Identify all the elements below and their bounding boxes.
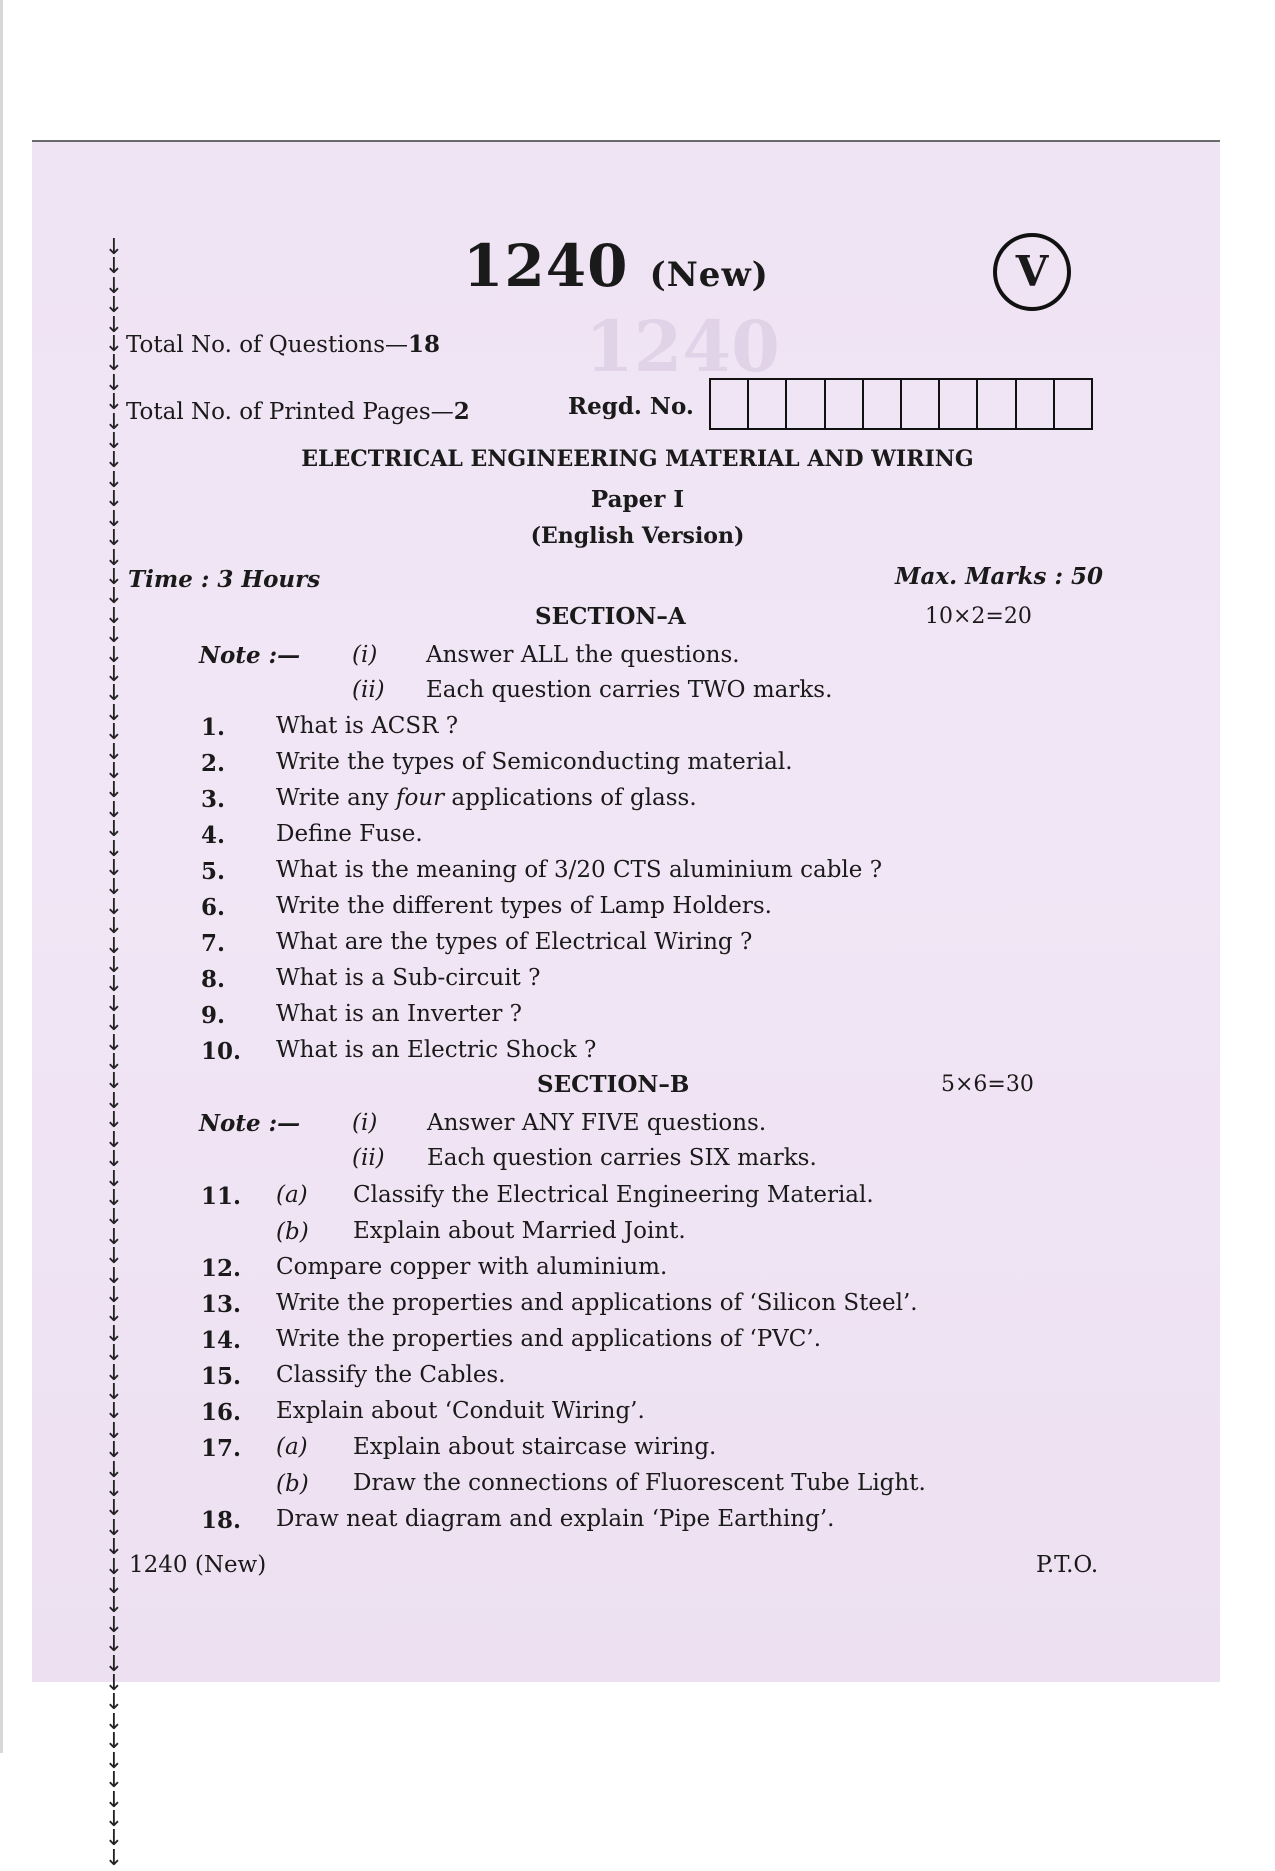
paper-number: Paper I	[590, 486, 685, 513]
question-number: 13.	[201, 1291, 242, 1318]
regd-digit-box[interactable]	[1055, 380, 1091, 428]
regd-digit-box[interactable]	[978, 380, 1016, 428]
question-text	[276, 785, 697, 811]
section-a-marks: 10×2=20	[925, 604, 1032, 629]
section-a-note-text: Answer ALL the questions.	[426, 642, 740, 668]
section-b-marks: 5×6=30	[941, 1072, 1034, 1097]
section-a-note-label: Note :—	[199, 642, 301, 669]
question-number: 2.	[201, 750, 226, 777]
section-b-note-label: Note :—	[199, 1110, 301, 1137]
question-text: Explain about Married Joint.	[353, 1218, 686, 1244]
footer-pto: P.T.O.	[1036, 1552, 1099, 1578]
question-text: Explain about staircase wiring.	[353, 1434, 717, 1460]
regd-no-boxes	[709, 378, 1093, 430]
question-part: (b)	[276, 1219, 309, 1245]
question-number: 1.	[201, 714, 226, 741]
question-text: Explain about ‘Conduit Wiring’.	[276, 1398, 645, 1424]
question-text-part: applications of glass.	[444, 785, 697, 811]
regd-digit-box[interactable]	[787, 380, 825, 428]
margin-arrows: ↓ ↓ ↓ ↓ ↓ ↓ ↓ ↓ ↓ ↓ ↓ ↓ ↓ ↓ ↓ ↓ ↓ ↓ ↓ ↓ ↓ ↓ ↓ ↓ ↓ ↓ ↓ ↓ ↓ ↓ ↓ ↓ ↓ ↓ ↓ ↓ ↓ ↓ ↓ ↓ ↓ ↓ ↓ ↓ ↓ ↓ ↓ ↓ ↓ ↓ ↓ ↓ ↓ ↓ ↓ ↓ ↓ ↓ ↓ ↓ ↓ ↓ ↓ ↓ ↓ ↓ ↓ ↓ ↓ ↓ ↓ ↓ ↓ ↓ ↓ ↓ ↓ ↓ ↓ ↓ ↓ ↓ ↓ ↓	[104, 235, 124, 1871]
question-text: Write the types of Semiconducting material.	[276, 749, 793, 775]
section-a-note-roman: (i)	[352, 642, 378, 668]
question-text: What is the meaning of 3/20 CTS aluminium cable ?	[276, 857, 883, 883]
total-questions-value: 18	[408, 331, 441, 358]
total-questions-label: Total No. of Questions—	[126, 332, 409, 358]
question-part: (a)	[276, 1434, 308, 1460]
paper-code	[463, 232, 769, 300]
section-a-note-text: Each question carries TWO marks.	[426, 677, 833, 703]
total-pages-label: Total No. of Printed Pages—	[126, 399, 454, 425]
question-text: What is an Electric Shock ?	[276, 1037, 597, 1063]
question-number: 18.	[201, 1507, 242, 1534]
question-text: Write the different types of Lamp Holders.	[276, 893, 772, 919]
question-number: 17.	[201, 1435, 242, 1462]
regd-digit-box[interactable]	[749, 380, 787, 428]
question-text: What is an Inverter ?	[276, 1001, 523, 1027]
section-b-note-roman: (i)	[352, 1110, 378, 1136]
question-number: 9.	[201, 1002, 226, 1029]
total-questions	[126, 331, 440, 358]
question-text: What is ACSR ?	[276, 713, 459, 739]
max-marks: Max. Marks : 50	[895, 563, 1103, 590]
section-a-note-roman: (ii)	[352, 677, 385, 703]
question-part: (b)	[276, 1471, 309, 1497]
question-text: Draw the connections of Fluorescent Tube Light.	[353, 1470, 926, 1496]
question-number: 7.	[201, 930, 226, 957]
question-text-part: Write any	[276, 785, 396, 811]
question-number: 11.	[201, 1183, 242, 1210]
regd-digit-box[interactable]	[940, 380, 978, 428]
paper-code-suffix: (New)	[649, 255, 769, 295]
question-text: Classify the Electrical Engineering Material.	[353, 1182, 874, 1208]
section-b-note-roman: (ii)	[352, 1145, 385, 1171]
question-text: Write the properties and applications of ‘Silicon Steel’.	[276, 1290, 918, 1316]
section-b-note-text: Each question carries SIX marks.	[427, 1145, 817, 1171]
page-edge	[0, 0, 3, 1753]
total-pages	[126, 398, 470, 425]
language-version: (English Version)	[530, 523, 745, 549]
question-number: 14.	[201, 1327, 242, 1354]
question-number: 10.	[201, 1038, 242, 1065]
question-part: (a)	[276, 1182, 308, 1208]
question-number: 12.	[201, 1255, 242, 1282]
regd-digit-box[interactable]	[864, 380, 902, 428]
paper-code-number: 1240	[463, 232, 629, 300]
regd-digit-box[interactable]	[711, 380, 749, 428]
regd-no-label: Regd. No.	[568, 393, 694, 420]
section-b-title: SECTION–B	[537, 1071, 690, 1098]
show-through-watermark: 1240	[585, 305, 780, 388]
regd-digit-box[interactable]	[826, 380, 864, 428]
question-text: What is a Sub-circuit ?	[276, 965, 541, 991]
question-text: Compare copper with aluminium.	[276, 1254, 668, 1280]
section-a-title: SECTION–A	[535, 603, 686, 630]
regd-digit-box[interactable]	[1017, 380, 1055, 428]
question-number: 16.	[201, 1399, 242, 1426]
question-number: 4.	[201, 822, 226, 849]
question-number: 6.	[201, 894, 226, 921]
question-text: Draw neat diagram and explain ‘Pipe Earthing’.	[276, 1506, 835, 1532]
regd-digit-box[interactable]	[902, 380, 940, 428]
question-number: 15.	[201, 1363, 242, 1390]
exam-time: Time : 3 Hours	[128, 566, 321, 593]
question-text: What are the types of Electrical Wiring ?	[276, 929, 753, 955]
question-number: 8.	[201, 966, 226, 993]
version-badge: V	[993, 233, 1071, 311]
question-text: Classify the Cables.	[276, 1362, 506, 1388]
footer-paper-code: 1240 (New)	[129, 1552, 267, 1578]
section-b-note-text: Answer ANY FIVE questions.	[427, 1110, 767, 1136]
question-text-emphasis: four	[395, 785, 445, 811]
total-pages-value: 2	[453, 398, 470, 425]
subject-title: ELECTRICAL ENGINEERING MATERIAL AND WIRING	[301, 446, 974, 472]
question-text: Define Fuse.	[276, 821, 423, 847]
question-number: 5.	[201, 858, 226, 885]
question-text: Write the properties and applications of ‘PVC’.	[276, 1326, 822, 1352]
question-number: 3.	[201, 786, 226, 813]
